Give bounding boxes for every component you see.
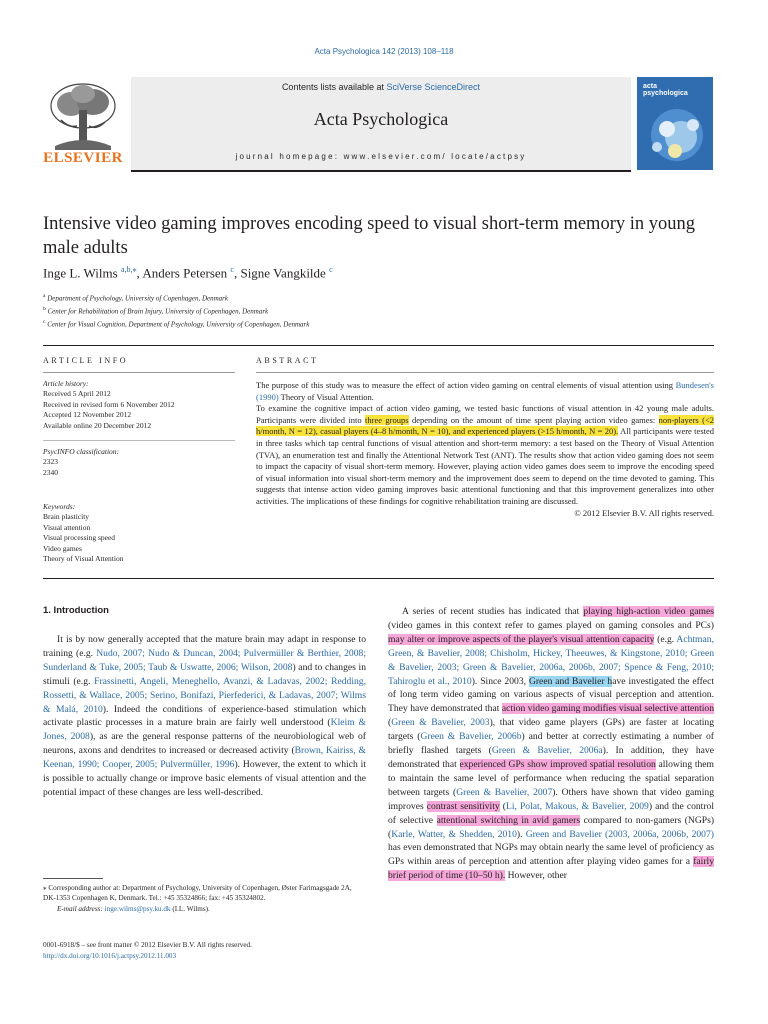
highlight: experienced GPs show improved spatial resolution bbox=[459, 758, 656, 770]
article-history bbox=[43, 379, 175, 431]
sciencedirect-link[interactable]: SciVerse ScienceDirect bbox=[386, 82, 481, 92]
affiliation-item: $^a$ Department of Psychology, University of Copenhagen, Denmark bbox=[43, 293, 228, 303]
citation-link[interactable]: Nudo, 2007; Nudo & Duncan, 2004; Pulvermüller & Berthier, 2008; Sunderland & Tuke, 2005; Taub & Uswatte, 2006; Wilson, 2008 bbox=[43, 647, 366, 673]
footnote-text: ⁎ Corresponding author at: Department of Psychology, University of Copenhagen, Øster Farimagsgade 2A, DK-1353 Copenhagen K, Denmark. Tel.: +45 35324866; fax: +45 35324802. bbox=[43, 884, 352, 903]
history-item: Received in revised form 6 November 2012 bbox=[43, 399, 175, 409]
author-list: Inge L. Wilms $^{a,b,⁎}$, Anders Petersen $^c$, Signe Vangkilde $^c$ bbox=[43, 265, 333, 281]
citation-link[interactable]: Green & Bavelier, 2007 bbox=[456, 786, 553, 798]
highlight: three groups bbox=[365, 414, 409, 425]
section-divider bbox=[43, 345, 714, 346]
citation-link[interactable]: Frassinetti, Angeli, Meneghello, Avanzi, & Ladavas, 2002; Redding, Rossetti, & Wallace, 2005; Serino, Bonifazi, Pierfederici, & Ladavas, 2007; Wilms & Malá, 2010 bbox=[43, 675, 367, 715]
highlight: action video gaming modifies visual selective attention bbox=[501, 703, 714, 715]
article-info-heading: ARTICLE INFO bbox=[43, 356, 129, 365]
article-info-rule bbox=[43, 372, 235, 373]
keyword-item: Visual attention bbox=[43, 522, 91, 532]
contents-prefix: Contents lists available at bbox=[281, 82, 387, 92]
footnote-email-line: E-mail address: inge.wilms@psy.ku.dk (I.L. Wilms). bbox=[57, 904, 210, 913]
section-heading: 1. Introduction bbox=[43, 605, 109, 616]
psycinfo-code: 2323 bbox=[43, 457, 58, 467]
keyword-item: Theory of Visual Attention bbox=[43, 554, 124, 564]
highlight: contrast sensitivity bbox=[426, 800, 500, 812]
keyword-item: Visual processing speed bbox=[43, 533, 116, 543]
keyword-item: Brain plasticity bbox=[43, 512, 90, 522]
citation-link[interactable]: Green & Bavelier, 2006b bbox=[420, 731, 522, 743]
highlight: fairly brief period of time (10–50 h). bbox=[388, 856, 714, 882]
corresponding-author-footnote bbox=[43, 883, 366, 914]
author-affiliation-sup[interactable]: a,b,⁎ bbox=[120, 265, 137, 274]
highlight: attentional switching in avid gamers bbox=[436, 814, 581, 826]
psycinfo-label: PsycINFO classification: bbox=[43, 447, 120, 456]
journal-cover-image bbox=[637, 77, 713, 170]
section-divider bbox=[43, 578, 714, 579]
citation-link[interactable]: Green and Bavelier (2003, 2006a, 2006b, 2007) bbox=[525, 828, 714, 840]
journal-homepage[interactable]: journal homepage: www.elsevier.com/ locate/actpsy bbox=[235, 152, 527, 161]
highlight: playing high-action video games bbox=[583, 606, 714, 617]
body-column-right: A series of recent studies has indicated that playing high-action video games (video games in this context refer to games played on gaming consoles and PCs) may alter or improve aspects of the player's visual attention capacity (e.g. Achtman, Green, & Bavelier, 2008; Chisholm, Hickey, Theeuwes, & Kingstone, 2010; Green & Bavelier, 2003; Green & Bavelier, 2006a, 2006b, 2007; Spence & Feng, 2010; Tahiroglu et al., 2010). Since 2003, Green and Bavelier have investigated the effect of long term video gaming on various aspects of visual perception and attention. They have demonstrated that action video gaming modifies visual selective attention (Green & Bavelier, 2003), that video game players (GPs) are faster at locating targets (Green & Bavelier, 2006b) and better at correctly estimating a number of briefly flashed targets (Green & Bavelier, 2006a). In addition, they have demonstrated that experienced GPs show improved spatial resolution allowing them to maintain the same level of performance when reducing the spatial separation between targets (Green & Bavelier, 2007). Others have shown that video gaming improves contrast sensitivity (Li, Polat, Makous, & Bavelier, 2009) and the control of selective attentional switching in avid gamers compared to non-gamers (NGPs) (Karle, Watter, & Shedden, 2010). Green and Bavelier (2003, 2006a, 2006b, 2007) has even demonstrated that NGPs may obtain nearly the same level of proficiency as GPs within areas of perception and attention after playing video games for a fairly brief period of time (10–50 h). However, other bbox=[388, 606, 715, 882]
author-affiliation-sup[interactable]: c bbox=[329, 265, 333, 274]
journal-citation[interactable]: Acta Psychologica 142 (2013) 108–118 bbox=[314, 47, 454, 56]
abstract-rule bbox=[256, 372, 714, 373]
citation-link[interactable]: Kleim & Jones, 2008 bbox=[43, 717, 367, 743]
author-name: Signe Vangkilde bbox=[240, 265, 326, 281]
history-item: Received 5 April 2012 bbox=[43, 389, 111, 399]
abstract-paragraph: The purpose of this study was to measure the effect of action video gaming on central elements of visual attention using Bundesen's (1990) Theory of Visual Attention. bbox=[256, 380, 714, 402]
article-history-label: Article history: bbox=[43, 379, 89, 388]
footnote-rule bbox=[43, 878, 103, 879]
front-matter bbox=[43, 940, 366, 962]
citation-link[interactable]: Li, Polat, Makous, & Bavelier, 2009 bbox=[505, 800, 649, 812]
citation-link[interactable]: Karle, Watter, & Shedden, 2010 bbox=[391, 828, 517, 840]
affiliation-item: $^c$ Center for Visual Cognition, Department of Psychology, University of Copenhagen, Denmark bbox=[43, 318, 310, 328]
author-email-link[interactable]: inge.wilms@psy.ku.dk bbox=[104, 904, 171, 913]
highlight: may alter or improve aspects of the player's visual attention capacity bbox=[388, 633, 655, 645]
paper-title: Intensive video gaming improves encoding speed to visual short-term memory in young male adults bbox=[43, 214, 695, 258]
citation-link[interactable]: Achtman, Green, & Bavelier, 2008; Chisholm, Hickey, Theeuwes, & Kingstone, 2010; Green & Bavelier, 2003; Green & Bavelier, 2006a, 2006b, 2007; Spence & Feng, 2010; Tahiroglu et al., 2010 bbox=[388, 633, 714, 687]
affiliations bbox=[43, 291, 643, 329]
abstract-paragraph: To examine the cognitive impact of action video gaming, we tested basic functions of visual attention in 42 young male adults. Participants were divided into three groups depending on the amount of time spent playing action video games: non-players (<2 h/month, N = 12), casual players (4–8 h/month, N = 10), and experienced players (>15 h/month, N = 20). All participants were tested in three tasks which tap central functions of visual attention and short-term memory: a test based on the Theory of Visual Attention (TVA), an enumeration test and finally the Attentional Network Test (ANT). The results show that action video gaming does not seem to impact the capacity of visual short-term memory. However, playing action video games does seem to improve the encoding speed of visual information into visual short-term memory and the improvement does seem to depend on the time devoted to gaming. This suggests that intense action video gaming improves basic attentional functioning and that this improvement generalizes into other activities. The implications of these findings for cognitive rehabilitation training are discussed. bbox=[256, 403, 715, 506]
citation-link[interactable]: Green & Bavelier, 2006a bbox=[491, 745, 603, 757]
elsevier-wordmark: ELSEVIER bbox=[43, 150, 123, 166]
highlight: Green and Bavelier h bbox=[528, 675, 613, 687]
citation-link[interactable]: Bundesen's (1990) bbox=[256, 380, 714, 402]
psycinfo-classification bbox=[43, 447, 119, 478]
journal-name: Acta Psychologica bbox=[313, 109, 449, 129]
keywords-label: Keywords: bbox=[43, 502, 76, 511]
affiliation-item: $^b$ Center for Rehabilitation of Brain Injury, University of Copenhagen, Denmark bbox=[43, 305, 269, 316]
elsevier-logo bbox=[43, 77, 123, 170]
journal-masthead bbox=[43, 77, 725, 172]
author-name: Inge L. Wilms bbox=[43, 265, 118, 281]
author-affiliation-sup[interactable]: c bbox=[230, 265, 234, 274]
history-item: Accepted 12 November 2012 bbox=[43, 410, 132, 420]
cover-title: acta psychologica bbox=[643, 83, 688, 97]
author-name: Anders Petersen bbox=[142, 265, 228, 281]
body-column-left: It is by now generally accepted that the mature brain may adapt in response to training (e.g. Nudo, 2007; Nudo & Duncan, 2004; Pulvermüller & Berthier, 2008; Sunderland & Tuke, 2005; Taub & Uswatte, 2006; Wilson, 2008) and to changes in stimuli (e.g. Frassinetti, Angeli, Meneghello, Avanzi, & Ladavas, 2002; Redding, Rossetti, & Wallace, 2005; Serino, Bonifazi, Pierfederici, & Ladavas, 2007; Wilms & Malá, 2010). Indeed the conditions of experience-based stimulation which activate plastic processes in a mature brain are fairly well understood (Kleim & Jones, 2008), as are the general response patterns of the neurobiological web of neurons, axons and dendrites to increased or decreased activity (Brown, Kairiss, & Keenan, 1990; Cooper, 2005; Pulvermüller, 1996). However, the extent to which it is possible to actually change or improve basic elements of visual attention and the potential impact of these changes are less well-described. bbox=[43, 634, 367, 798]
elsevier-tree-icon bbox=[47, 80, 119, 152]
abstract-body bbox=[256, 380, 714, 519]
highlight: non-players (<2 h/month, N = 12), casual players (4–8 h/month, N = 10), and experienced players (>15 h/month, N = 20). bbox=[256, 414, 714, 437]
masthead-box bbox=[131, 77, 631, 172]
citation-link[interactable]: Brown, Kairiss, & Keenan, 1990; Cooper, 2005; Pulvermüller, 1996 bbox=[43, 745, 366, 771]
psycinfo-code: 2340 bbox=[43, 467, 58, 477]
citation-link[interactable]: Green & Bavelier, 2003 bbox=[391, 717, 490, 729]
history-item: Available online 20 December 2012 bbox=[43, 420, 152, 430]
keywords bbox=[43, 502, 123, 564]
copyright-notice: © 2012 Elsevier B.V. All rights reserved. bbox=[574, 507, 714, 518]
contents-line bbox=[131, 82, 631, 92]
info-rule bbox=[43, 440, 235, 441]
doi-link[interactable]: http://dx.doi.org/10.1016/j.actpsy.2012.11.003 bbox=[43, 952, 177, 960]
abstract-heading: ABSTRACT bbox=[256, 356, 319, 365]
keyword-item: Video games bbox=[43, 543, 82, 553]
issn-line: 0001-6918/$ – see front matter © 2012 Elsevier B.V. All rights reserved. bbox=[43, 941, 252, 949]
